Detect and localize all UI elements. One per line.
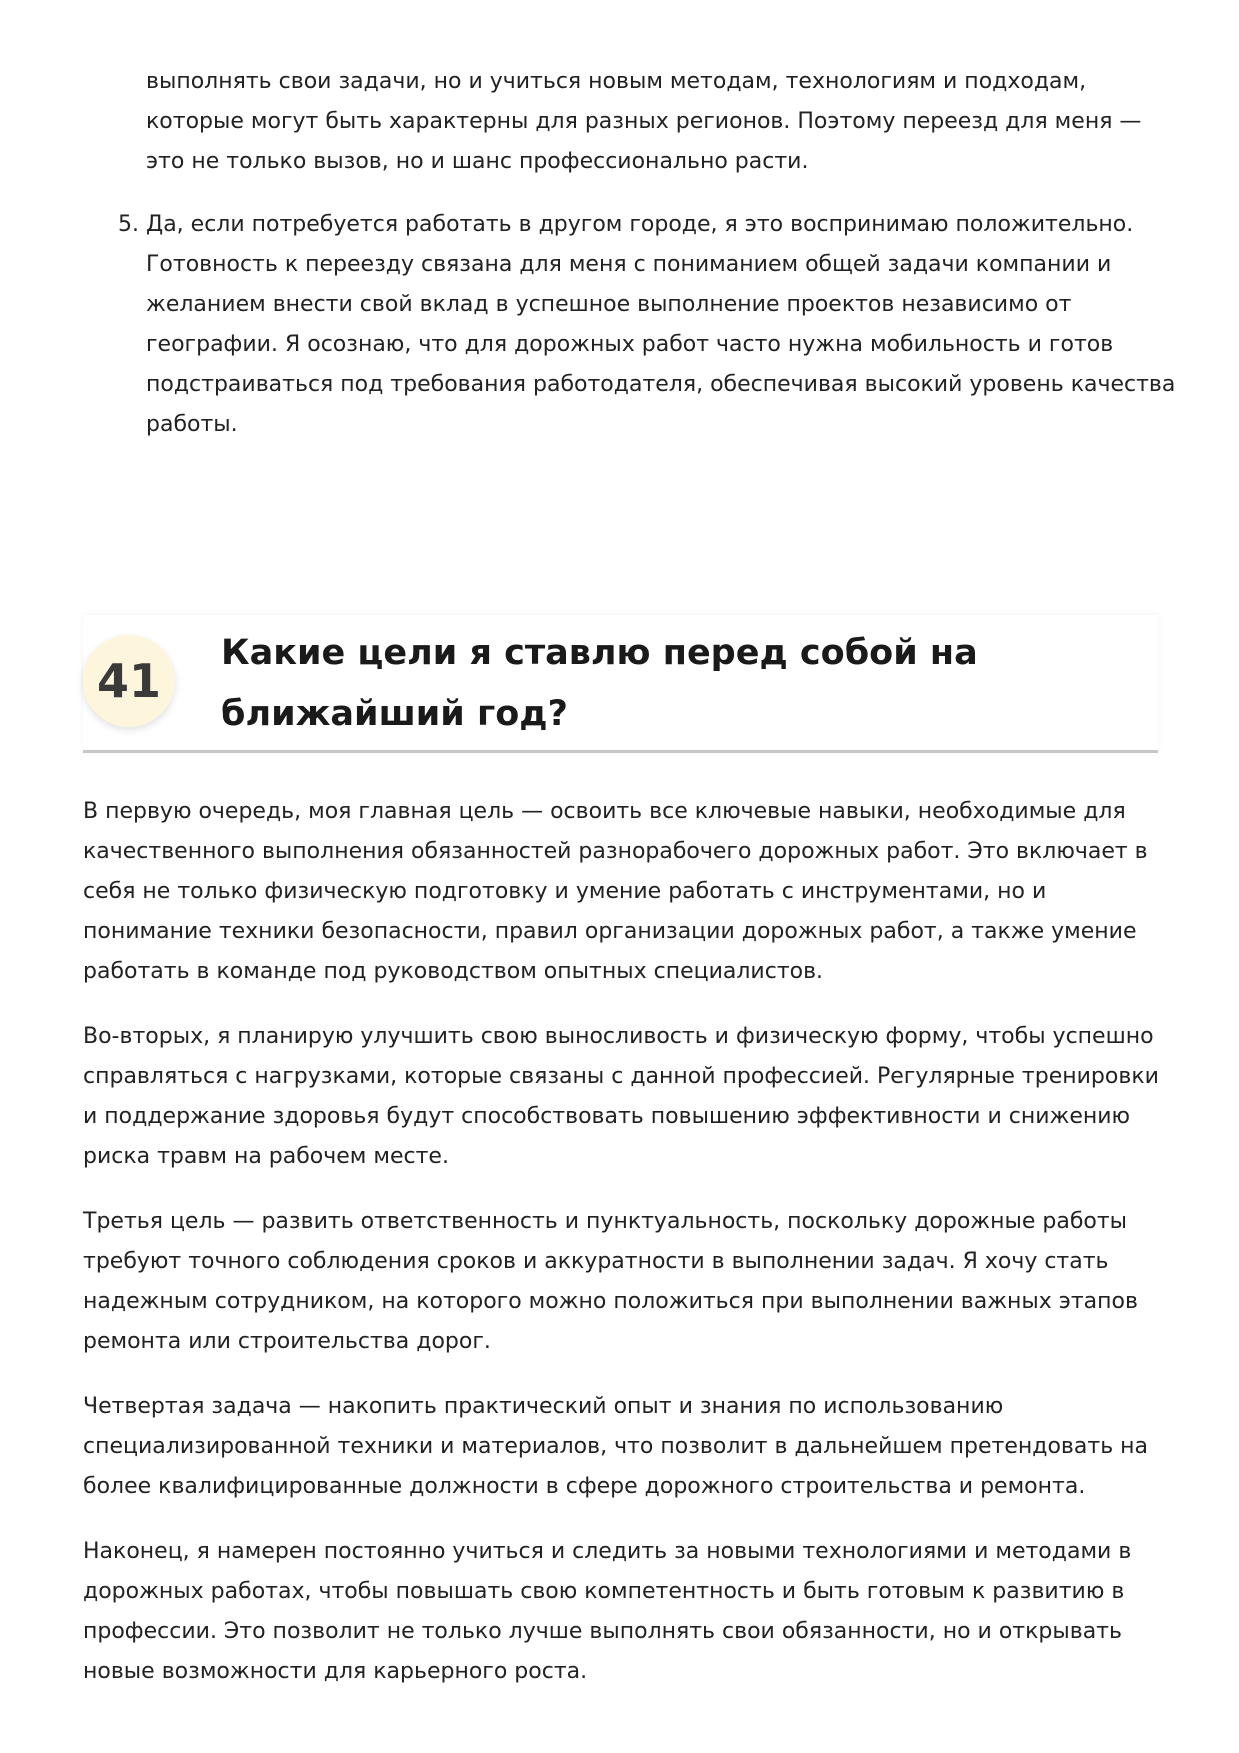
section-number-badge: 41 (83, 635, 175, 727)
body-paragraph-4: Четвертая задача — накопить практический опыт и знания по использованию специализированной техники и материалов, что позволит в дальнейшем претендовать на более квалифицированные должности в сфере дорожного строительства и ремонта. (83, 1394, 1149, 1499)
section-body (83, 792, 1163, 1717)
list-item-5 (118, 205, 1176, 445)
list-item-continuation-text: выполнять свои задачи, но и учиться новым методам, технологиям и подходам, которые могут быть характерны для разных регионов. Поэтому переезд для меня — это не только вызов, но и шанс профессионально расти. (146, 69, 1142, 174)
body-paragraph-1: В первую очередь, моя главная цель — освоить все ключевые навыки, необходимые для качественного выполнения обязанностей разнорабочего дорожных работ. Это включает в себя не только физическую подготовку и умение работать с инструментами, но и понимание техники безопасности, правил организации дорожных работ, а также умение работать в команде под руководством опытных специалистов. (83, 799, 1148, 984)
list-item-continuation (146, 62, 1166, 182)
body-paragraph-3: Третья цель — развить ответственность и пунктуальность, поскольку дорожные работы требуют точного соблюдения сроков и аккуратности в выполнении задач. Я хочу стать надежным сотрудником, на которого можно положиться при выполнении важных этапов ремонта или строительства дорог. (83, 1209, 1138, 1354)
list-item-number: 5. (118, 212, 139, 237)
body-paragraph-5: Наконец, я намерен постоянно учиться и следить за новыми технологиями и методами в дорожных работах, чтобы повышать свою компетентность и быть готовым к развитию в профессии. Это позволит не только лучше выполнять свои обязанности, но и открывать новые возможности для карьерного роста. (83, 1539, 1132, 1684)
list-item-text: Да, если потребуется работать в другом городе, я это воспринимаю положительно. Готовность к переезду связана для меня с пониманием общей задачи компании и желанием внести свой вклад в успешное выполнение проектов независимо от географии. Я осознаю, что для дорожных работ часто нужна мобильность и готов подстраиваться под требования работодателя, обеспечивая высокий уровень качества работы. (146, 212, 1176, 437)
section-header (83, 615, 1158, 753)
body-paragraph-2: Во-вторых, я планирую улучшить свою выносливость и физическую форму, чтобы успешно справляться с нагрузками, которые связаны с данной профессией. Регулярные тренировки и поддержание здоровья будут способствовать повышению эффективности и снижению риска травм на рабочем месте. (83, 1024, 1159, 1169)
section-title: Какие цели я ставлю перед собой на ближайший год? (221, 633, 978, 734)
